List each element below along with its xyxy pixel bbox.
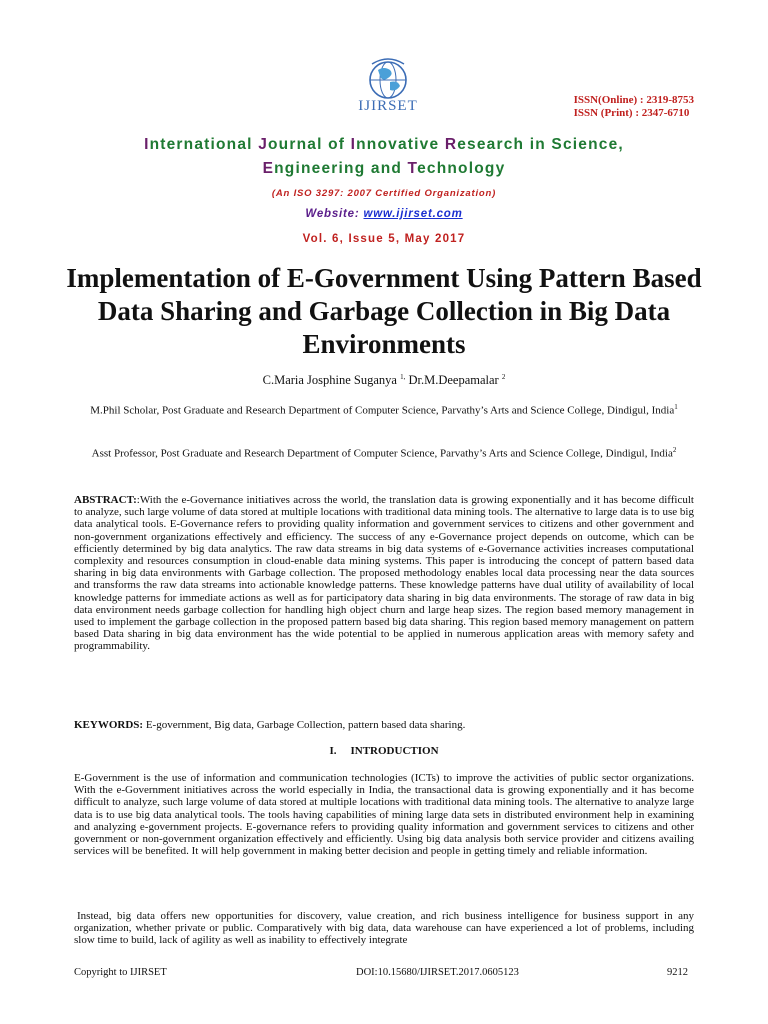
journal-word-cap: I (144, 136, 150, 153)
footer-doi: DOI:10.15680/IJIRSET.2017.0605123 (356, 967, 519, 978)
logo-text: IJIRSET (358, 98, 418, 114)
intro-paragraph-1: E-Government is the use of information and communication technologies (ICTs) to improve the activities of public sector organizations. With the e-Government initiatives across the world especially in India, the transactional data is growing exponentially and it has become difficult to analyze, such large volume of data stored at multiple locations with traditional data mining tools. The alternative to analyze large data is to use big data analytical tools. The tools having capabilities of mining large data sets in distributed environment help in examining and analyzing e-government projects. E-governance refers to providing quality information and government services to citizens and other government or non-government organization effectively and efficiently. Using big data analysis both service provider and citizens availing services will be benefited. It will help government in making better decision and people in getting timely and reliable information. (74, 772, 694, 858)
journal-word-cap: I (350, 136, 357, 153)
journal-word-rest: nternational (149, 136, 259, 153)
journal-word-rest: ournal of (268, 136, 351, 153)
journal-word-cap: J (258, 136, 269, 153)
affiliation-2-text: Asst Professor, Post Graduate and Research Department of Computer Science, Parvathy’s Arts and Science College, Dindigul, India (91, 447, 673, 460)
author-1-sup: 1, (400, 373, 406, 381)
journal-word-rest: ngineering and (274, 160, 408, 177)
issn-print: ISSN (Print) : 2347-6710 (573, 107, 690, 119)
journal-word-rest: nnovative (356, 136, 445, 153)
abstract (74, 494, 694, 653)
affiliation-1 (72, 398, 696, 421)
journal-logo (342, 56, 434, 114)
issn-block (574, 94, 694, 120)
affiliation-1-text: M.Phil Scholar, Post Graduate and Research Department of Computer Science, Parvathy’s Arts and Science College, Dindigul, India (90, 404, 675, 417)
globe-icon (342, 56, 434, 100)
journal-word-cap: E (262, 160, 275, 177)
website-line (0, 208, 768, 220)
affiliation-2-sup: 2 (672, 446, 677, 454)
paper-title: Implementation of E-Government Using Pattern Based Data Sharing and Garbage Collection in Big Data Environments (66, 263, 702, 359)
journal-word-cap: R (444, 136, 458, 153)
website-link[interactable]: www.ijirset.com (363, 208, 463, 220)
footer-page-number: 9212 (667, 967, 688, 978)
journal-name-line1 (0, 136, 768, 154)
journal-word-cap: T (407, 160, 418, 177)
section-heading (0, 745, 768, 757)
footer-copyright: Copyright to IJIRSET (74, 967, 167, 978)
section-number: I. (329, 745, 337, 757)
journal-word-rest: esearch in Science, (457, 136, 624, 153)
author-2-sup: 2 (501, 373, 506, 381)
abstract-text: :With the e-Governance initiatives across the world, the translation data is growing exponentially and it has become difficult to analyze, such large volume of data stored at multiple locations with traditional data mining tools. The alternative to large data is to use big data analytical tools. E-Governance refers to providing quality information and government services to citizens and other government and non-government organizations effectively and efficiency. The success of any e-Governance project depends on outcome, which can be efficiently determined by big data analytics. The raw data streams in big data systems of e-Governance activities increases computational complexity and resources consumption in cloud-enable data mining systems. This paper is introducing the concept of pattern based data sharing in big data environments with Garbage collection. The proposed methodology enables local data processing near the data sources and transforms the raw data streams into actionable knowledge patterns. These knowledge patterns have dual utility of availability of local knowledge patterns for immediate actions as well as for participatory data sharing in big data environments. The storage of raw data in big data environment needs garbage collection for handling high object churn and large heap sizes. The region based memory management in used to implement the garbage collection in the proposed pattern based big data sharing. This region based memory management on pattern based Data sharing in big data environment has the wide potential to be applied in numerous application areas with memory safety and programmability. (74, 494, 694, 653)
author-2: Dr.M.Deepamalar (408, 373, 499, 388)
author-line (0, 373, 768, 388)
author-1: C.Maria Josphine Suganya (262, 373, 397, 388)
certification-note: (An ISO 3297: 2007 Certified Organization) (271, 188, 497, 199)
abstract-label: ABSTRACT: (74, 494, 137, 506)
keywords (74, 719, 694, 731)
intro-paragraph-2: Instead, big data offers new opportunities for discovery, value creation, and rich business intelligence for business support in any organization, whether private or public. Comparatively with big data, data warehouse can have experienced a lot of problems, including slow time to build, lack of agility as well as inability to effectively integrate (74, 910, 694, 947)
issn-online: ISSN(Online) : 2319-8753 (573, 94, 694, 106)
website-label: Website: (305, 208, 364, 220)
volume-issue: Vol. 6, Issue 5, May 2017 (302, 233, 466, 245)
journal-name-line2 (0, 160, 768, 178)
section-title: INTRODUCTION (350, 745, 439, 757)
keywords-label: KEYWORDS: (74, 719, 144, 731)
affiliation-2 (72, 441, 696, 464)
keywords-text: E-government, Big data, Garbage Collection, pattern based data sharing. (143, 719, 466, 731)
affiliation-1-sup: 1 (674, 403, 678, 411)
journal-word-rest: echnology (417, 160, 506, 177)
